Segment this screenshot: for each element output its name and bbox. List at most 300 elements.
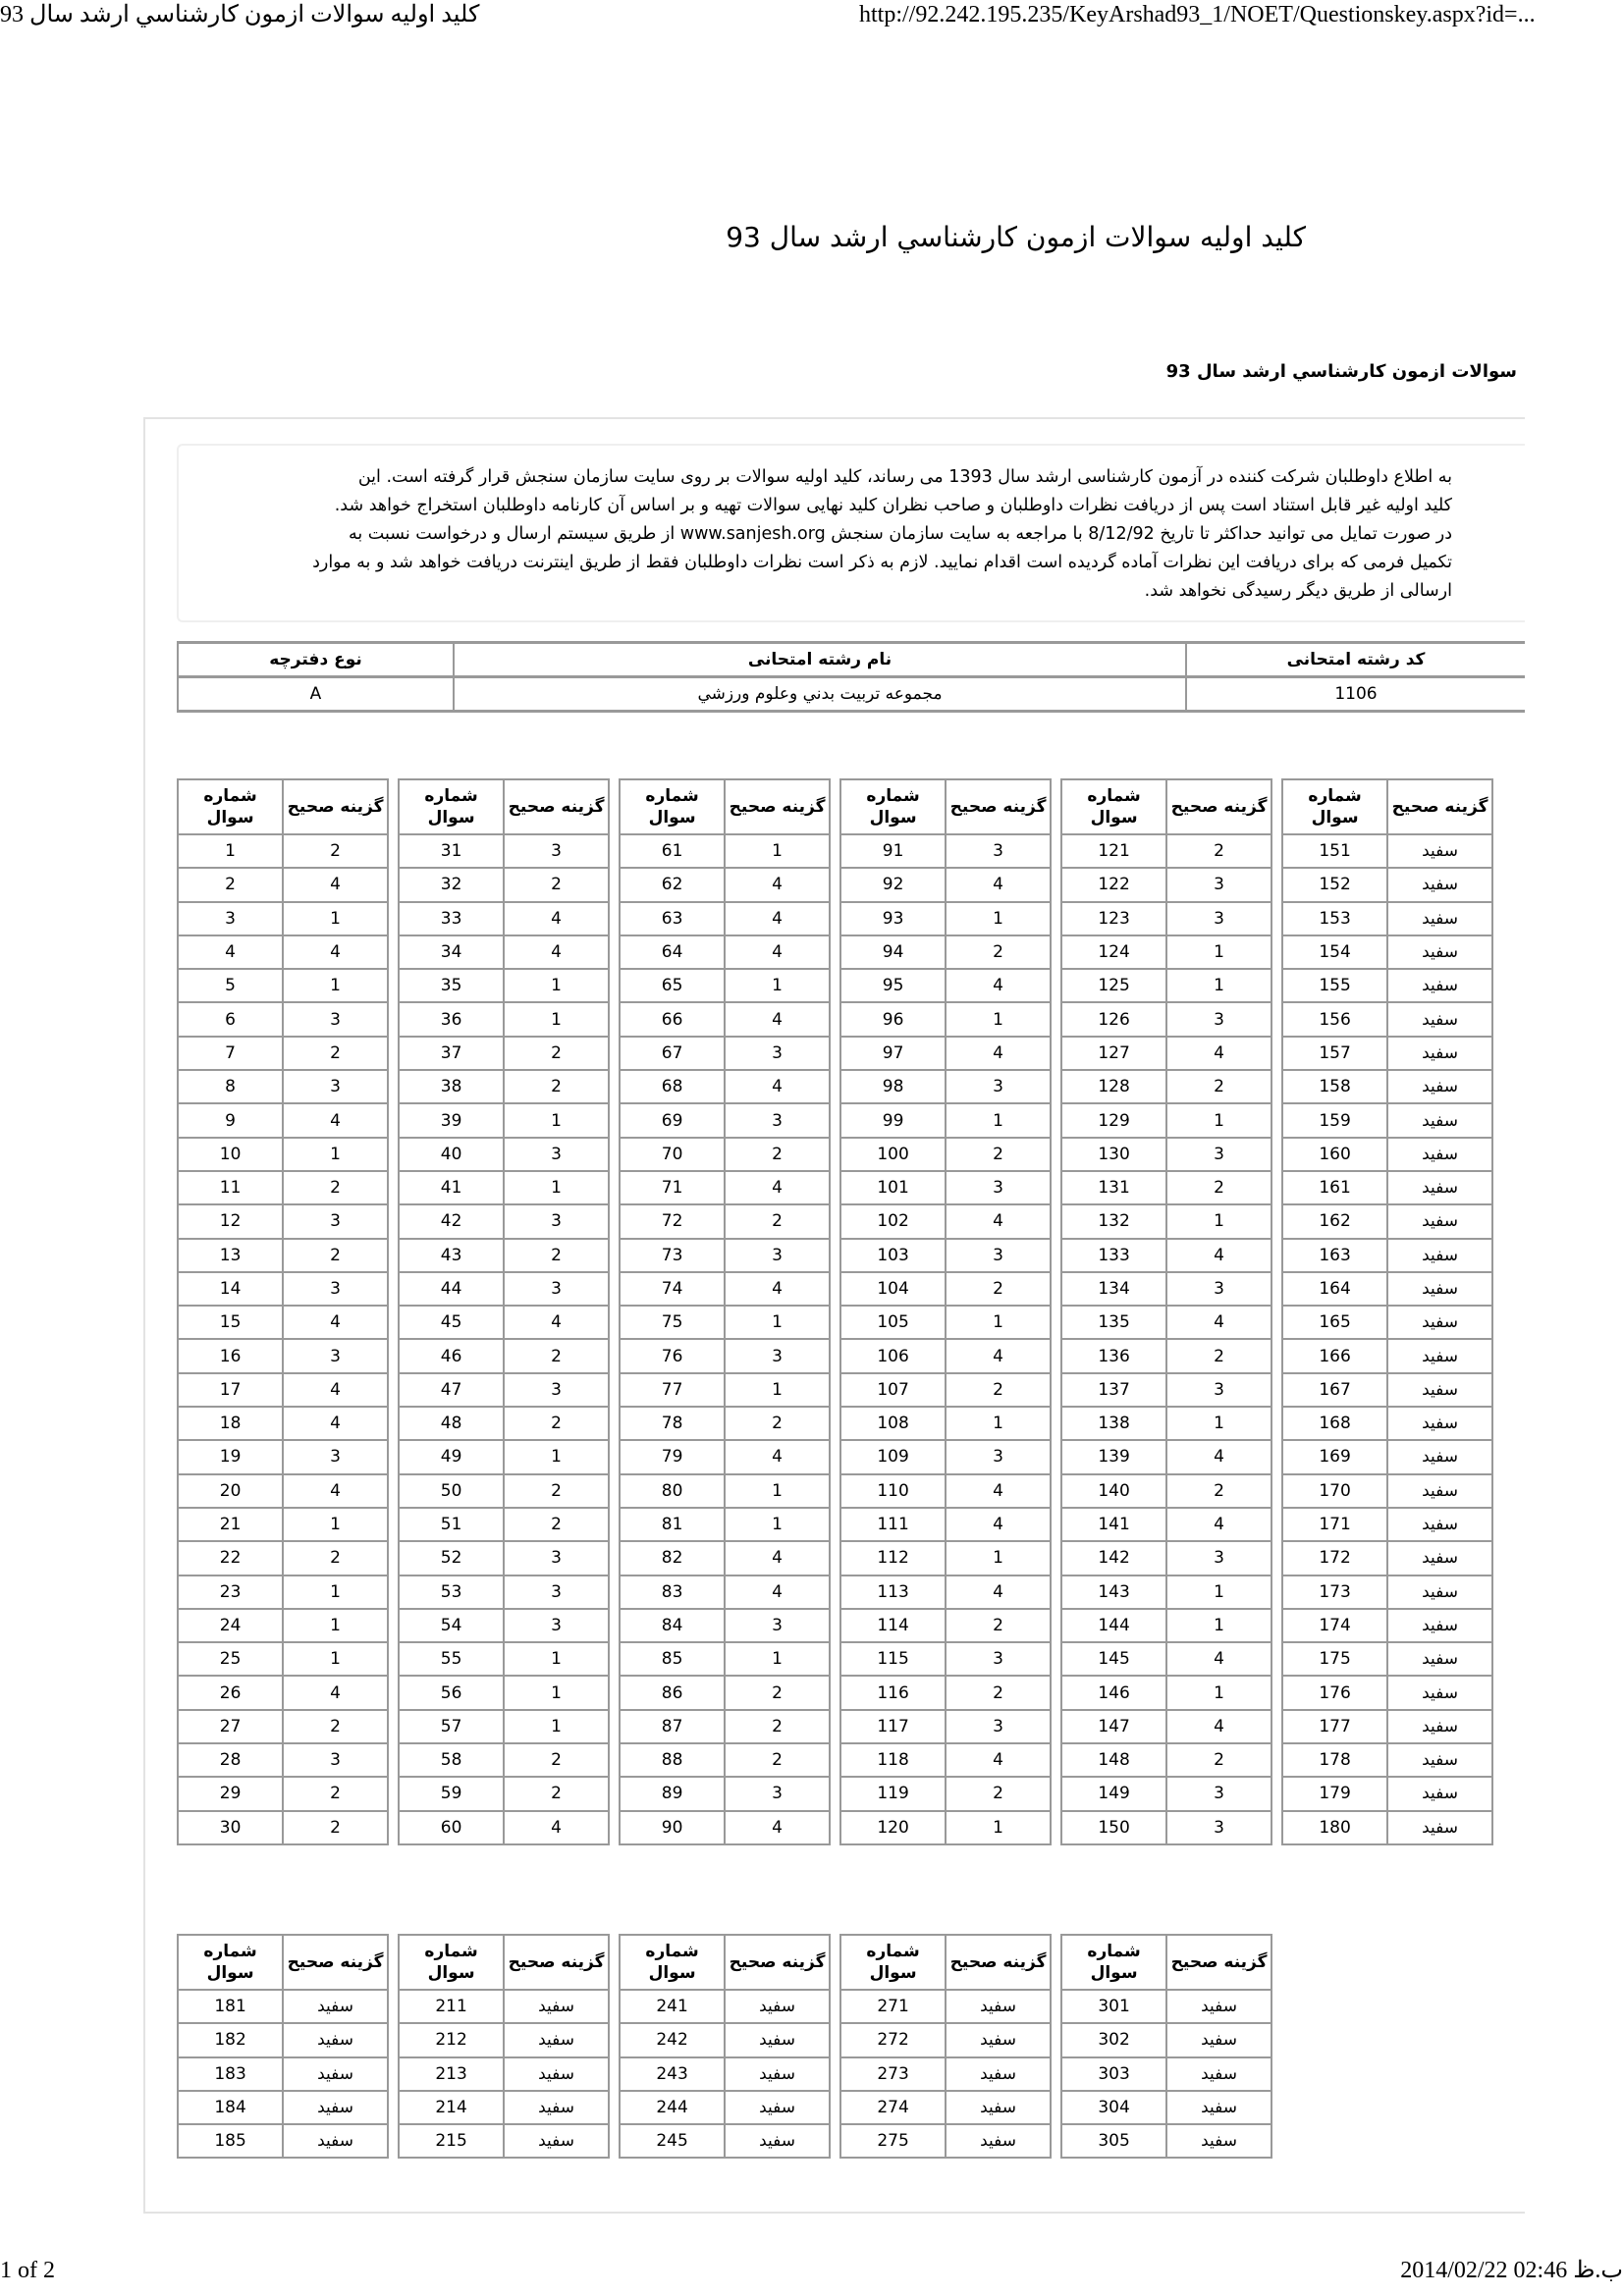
question-number: 242 [620,2023,725,2056]
correct-option: 2 [504,1777,609,1810]
question-number: 103 [840,1239,946,1272]
correct-option: 3 [283,1272,388,1306]
question-number: 122 [1061,868,1166,901]
correct-option: 2 [504,1239,609,1272]
correct-option: 1 [725,1508,830,1541]
question-number: 86 [620,1676,725,1709]
correct-option: 1 [725,1373,830,1407]
question-number: 55 [399,1642,504,1676]
correct-option: 4 [1166,1440,1271,1473]
correct-option: 4 [946,1474,1051,1508]
question-number: 70 [620,1138,725,1171]
correct-option: سفید [1166,1990,1271,2023]
correct-option: 3 [1166,1272,1271,1306]
question-number: 183 [178,2057,283,2091]
correct-option: سفید [1387,1575,1492,1609]
question-number: 67 [620,1037,725,1070]
table-row [620,1070,830,1103]
correct-option: 2 [1166,834,1271,868]
table-row [399,1171,609,1204]
question-number: 179 [1282,1777,1387,1810]
correct-option: 4 [504,902,609,935]
table-row [1061,1138,1271,1171]
question-number: 131 [1061,1171,1166,1204]
table-row [1282,1575,1492,1609]
correct-option: 1 [283,902,388,935]
correct-option: 2 [1166,1070,1271,1103]
table-row [399,2057,609,2091]
correct-option: 1 [1166,1103,1271,1137]
question-number: 38 [399,1070,504,1103]
question-number: 98 [840,1070,946,1103]
correct-option-header: گزینه صحیح [1166,779,1271,834]
table-row [620,1103,830,1137]
question-number: 47 [399,1373,504,1407]
correct-option: 4 [283,1103,388,1137]
correct-option: 4 [725,1575,830,1609]
table-row [178,1407,388,1440]
correct-option: 1 [725,969,830,1002]
table-row [1282,1373,1492,1407]
table-row [399,868,609,901]
table-row [178,1272,388,1306]
correct-option-header: گزینه صحیح [504,1935,609,1990]
table-row [620,1407,830,1440]
correct-option: 2 [725,1676,830,1709]
booklet-type-header: نوع دفترچه [178,643,454,677]
table-row [1282,1103,1492,1137]
table-row [840,1306,1051,1339]
question-number: 155 [1282,969,1387,1002]
question-number: 139 [1061,1440,1166,1473]
table-row [620,1440,830,1473]
correct-option: 1 [283,1138,388,1171]
table-row [1282,1743,1492,1777]
table-row [178,1676,388,1709]
question-number: 158 [1282,1070,1387,1103]
question-number: 88 [620,1743,725,1777]
question-number: 82 [620,1541,725,1575]
question-number: 9 [178,1103,283,1137]
correct-option: 2 [504,1037,609,1070]
question-number: 101 [840,1171,946,1204]
question-number: 71 [620,1171,725,1204]
table-row [620,969,830,1002]
table-row [1282,1541,1492,1575]
question-number: 162 [1282,1204,1387,1238]
question-number: 170 [1282,1474,1387,1508]
correct-option: سفید [1387,902,1492,935]
table-row [840,2023,1051,2056]
question-number: 41 [399,1171,504,1204]
question-number: 93 [840,902,946,935]
correct-option: سفید [1387,868,1492,901]
correct-option: سفید [946,2124,1051,2158]
question-number: 30 [178,1811,283,1844]
print-footer-page: 1 of 2 [0,2258,55,2283]
answer-key-group [177,1934,389,2159]
question-number: 172 [1282,1541,1387,1575]
question-number: 126 [1061,1002,1166,1036]
notice-line: در صورت تمایل می توانید حداکثر تا تاریخ 8/12/92 با مراجعه به سایت سازمان سنجش www.sanjesh.org از طریق سیستم ارسال و درخواست نسبت به [348,524,1452,544]
correct-option: 1 [504,1642,609,1676]
correct-option: 2 [283,1777,388,1810]
table-row [840,1204,1051,1238]
question-number: 129 [1061,1103,1166,1137]
question-number-header: شماره سوال [620,1935,725,1990]
correct-option: 4 [1166,1710,1271,1743]
table-row [620,1777,830,1810]
correct-option: 4 [725,1541,830,1575]
notice-line: کلید اولیه غیر قابل استناد است پس از دریافت نظرات داوطلبان و صاحب نظران کلید نهایی سوالات تهیه و بر اساس آن کارنامه داوطلبان استخراج خواهد شد. [334,496,1452,515]
table-row [399,1777,609,1810]
table-row [1282,1306,1492,1339]
correct-option: سفید [1166,2023,1271,2056]
correct-option: سفید [1387,1710,1492,1743]
correct-option: سفید [283,1990,388,2023]
correct-option: سفید [504,2023,609,2056]
table-row [1061,935,1271,969]
question-number: 150 [1061,1811,1166,1844]
table-row [399,1676,609,1709]
correct-option: 4 [1166,1642,1271,1676]
exam-info-table [177,641,1525,713]
table-row [399,2023,609,2056]
question-number: 244 [620,2091,725,2124]
question-number: 176 [1282,1676,1387,1709]
correct-option: سفید [1387,1002,1492,1036]
question-number: 104 [840,1272,946,1306]
correct-option: سفید [946,2057,1051,2091]
table-row [840,2124,1051,2158]
question-number: 16 [178,1339,283,1372]
correct-option: 2 [283,1541,388,1575]
correct-option: سفید [1387,1037,1492,1070]
correct-option: 3 [946,1070,1051,1103]
table-row [1061,1676,1271,1709]
question-number: 15 [178,1306,283,1339]
correct-option: 3 [283,1204,388,1238]
question-number: 51 [399,1508,504,1541]
question-number: 168 [1282,1407,1387,1440]
table-row [178,1204,388,1238]
table-row [1282,1710,1492,1743]
correct-option: 3 [504,1138,609,1171]
table-row [1061,2023,1271,2056]
table-row [178,1138,388,1171]
table-row [178,868,388,901]
table-row [1061,1407,1271,1440]
correct-option: 1 [725,1642,830,1676]
table-row [620,1339,830,1372]
correct-option: 1 [1166,1575,1271,1609]
question-number: 94 [840,935,946,969]
correct-option: سفید [504,1990,609,2023]
question-number: 73 [620,1239,725,1272]
table-row [1282,1070,1492,1103]
correct-option: 2 [283,1037,388,1070]
table-row [1282,1138,1492,1171]
correct-option: سفید [1387,935,1492,969]
question-number: 213 [399,2057,504,2091]
correct-option: 3 [946,1440,1051,1473]
table-row [620,1272,830,1306]
table-row [1061,1070,1271,1103]
table-row [1061,1541,1271,1575]
table-row [840,1710,1051,1743]
table-row [840,1138,1051,1171]
correct-option-header: گزینه صحیح [283,1935,388,1990]
correct-option: 1 [504,1002,609,1036]
question-number: 44 [399,1272,504,1306]
question-number: 8 [178,1070,283,1103]
question-number: 102 [840,1204,946,1238]
question-number: 182 [178,2023,283,2056]
table-row [620,1642,830,1676]
correct-option: 4 [504,935,609,969]
table-row [178,1037,388,1070]
table-row [399,1239,609,1272]
question-number: 137 [1061,1373,1166,1407]
question-number: 12 [178,1204,283,1238]
table-row [840,1642,1051,1676]
table-row [399,1306,609,1339]
table-row [178,1508,388,1541]
correct-option: 3 [504,1373,609,1407]
correct-option: 4 [283,935,388,969]
table-row [399,969,609,1002]
table-row [399,1990,609,2023]
table-row [840,1339,1051,1372]
question-number: 92 [840,868,946,901]
question-number: 11 [178,1171,283,1204]
correct-option: 4 [504,1811,609,1844]
question-number: 147 [1061,1710,1166,1743]
question-number: 163 [1282,1239,1387,1272]
correct-option: سفید [1387,1070,1492,1103]
question-number: 21 [178,1508,283,1541]
question-number: 60 [399,1811,504,1844]
correct-option: 4 [725,935,830,969]
correct-option-header: گزینه صحیح [725,1935,830,1990]
correct-option: 3 [504,1204,609,1238]
table-row [1061,1777,1271,1810]
table-row [840,1676,1051,1709]
correct-option: 4 [283,1676,388,1709]
correct-option: سفید [1166,2057,1271,2091]
correct-option: 4 [725,1440,830,1473]
correct-option: 1 [725,1306,830,1339]
question-number: 97 [840,1037,946,1070]
table-row [178,834,388,868]
correct-option: 2 [725,1407,830,1440]
question-number-header: شماره سوال [620,779,725,834]
correct-option: 3 [283,1440,388,1473]
table-row [178,1474,388,1508]
question-number: 305 [1061,2124,1166,2158]
table-row [399,1138,609,1171]
question-number: 107 [840,1373,946,1407]
correct-option: 4 [725,868,830,901]
question-number: 90 [620,1811,725,1844]
correct-option: 4 [725,902,830,935]
answer-key-group [1281,778,1493,1845]
correct-option: 1 [283,1575,388,1609]
answer-key-group [839,778,1052,1845]
table-row [178,1710,388,1743]
question-number-header: شماره سوال [1061,779,1166,834]
table-row [620,868,830,901]
question-number-header: شماره سوال [399,1935,504,1990]
correct-option: 4 [283,1373,388,1407]
question-number: 75 [620,1306,725,1339]
table-row [178,969,388,1002]
correct-option: 3 [725,1339,830,1372]
correct-option: 4 [725,1272,830,1306]
exam-name: مجموعه تربيت بدني وعلوم ورزشي [454,677,1186,712]
correct-option: 1 [1166,969,1271,1002]
question-number: 7 [178,1037,283,1070]
exam-code-header: کد رشته امتحانی [1186,643,1525,677]
correct-option: سفید [1387,1239,1492,1272]
question-number: 32 [399,868,504,901]
table-row [840,1171,1051,1204]
table-row [399,1204,609,1238]
table-row [1282,1676,1492,1709]
correct-option: سفید [283,2091,388,2124]
correct-option: سفید [1387,1204,1492,1238]
question-number: 48 [399,1407,504,1440]
question-number: 69 [620,1103,725,1137]
table-row [620,1710,830,1743]
table-row [1061,1037,1271,1070]
correct-option: سفید [1387,1306,1492,1339]
question-number: 66 [620,1002,725,1036]
table-row [620,1037,830,1070]
question-number: 128 [1061,1070,1166,1103]
table-row [840,1777,1051,1810]
table-row [1061,969,1271,1002]
question-number: 52 [399,1541,504,1575]
print-footer-datetime: 2014/02/22 02:46 ب.ظ [1400,2258,1623,2283]
question-number: 50 [399,1474,504,1508]
question-number: 243 [620,2057,725,2091]
correct-option: 1 [504,1171,609,1204]
correct-option: 1 [946,1306,1051,1339]
table-row [1061,1811,1271,1844]
booklet-type: A [178,677,454,712]
question-number: 241 [620,1990,725,2023]
question-number: 39 [399,1103,504,1137]
table-row [840,834,1051,868]
correct-option-header: گزینه صحیح [504,779,609,834]
question-number: 2 [178,868,283,901]
answer-key-group [619,778,831,1845]
question-number: 133 [1061,1239,1166,1272]
question-number: 72 [620,1204,725,1238]
table-row [1282,1272,1492,1306]
correct-option: 3 [1166,1002,1271,1036]
table-row [620,1171,830,1204]
correct-option: 1 [946,1811,1051,1844]
question-number: 61 [620,834,725,868]
question-number: 111 [840,1508,946,1541]
correct-option: 1 [946,902,1051,935]
correct-option: 1 [283,1609,388,1642]
question-number: 142 [1061,1541,1166,1575]
question-number: 151 [1282,834,1387,868]
correct-option: سفید [1387,1743,1492,1777]
question-number-header: شماره سوال [840,1935,946,1990]
question-number: 114 [840,1609,946,1642]
question-number: 112 [840,1541,946,1575]
question-number: 81 [620,1508,725,1541]
table-row [620,1575,830,1609]
correct-option: سفید [504,2057,609,2091]
question-number-header: شماره سوال [1282,779,1387,834]
table-row [178,1609,388,1642]
question-number: 303 [1061,2057,1166,2091]
table-row [1282,1777,1492,1810]
table-row [178,2091,388,2124]
table-row [178,1743,388,1777]
correct-option: سفید [725,2091,830,2124]
notice-line: ارسالی از طریق دیگر رسیدگی نخواهد شد. [1144,581,1452,601]
correct-option: 4 [283,1474,388,1508]
table-row [1282,969,1492,1002]
question-number: 120 [840,1811,946,1844]
question-number: 245 [620,2124,725,2158]
question-number: 49 [399,1440,504,1473]
question-number: 1 [178,834,283,868]
question-number: 110 [840,1474,946,1508]
table-row [1061,1171,1271,1204]
question-number: 136 [1061,1339,1166,1372]
table-row [1282,1440,1492,1473]
correct-option: 4 [946,1743,1051,1777]
correct-option-header: گزینه صحیح [725,779,830,834]
table-row [399,1710,609,1743]
table-row [399,2091,609,2124]
question-number: 118 [840,1743,946,1777]
question-number: 149 [1061,1777,1166,1810]
question-number: 161 [1282,1171,1387,1204]
correct-option: 4 [725,1811,830,1844]
correct-option: 3 [725,1777,830,1810]
question-number: 181 [178,1990,283,2023]
question-number: 125 [1061,969,1166,1002]
table-row [399,1339,609,1372]
correct-option-header: گزینه صحیح [1387,779,1492,834]
question-number: 89 [620,1777,725,1810]
question-number: 14 [178,1272,283,1306]
question-number: 56 [399,1676,504,1709]
table-row [840,1541,1051,1575]
table-row [178,1339,388,1372]
question-number: 85 [620,1642,725,1676]
question-number: 124 [1061,935,1166,969]
question-number: 141 [1061,1508,1166,1541]
correct-option: 2 [1166,1474,1271,1508]
question-number: 165 [1282,1306,1387,1339]
question-number: 301 [1061,1990,1166,2023]
table-row [840,1103,1051,1137]
correct-option: 1 [1166,1676,1271,1709]
question-number: 130 [1061,1138,1166,1171]
correct-option-header: گزینه صحیح [1166,1935,1271,1990]
correct-option: سفید [1387,1339,1492,1372]
correct-option: 2 [504,1508,609,1541]
